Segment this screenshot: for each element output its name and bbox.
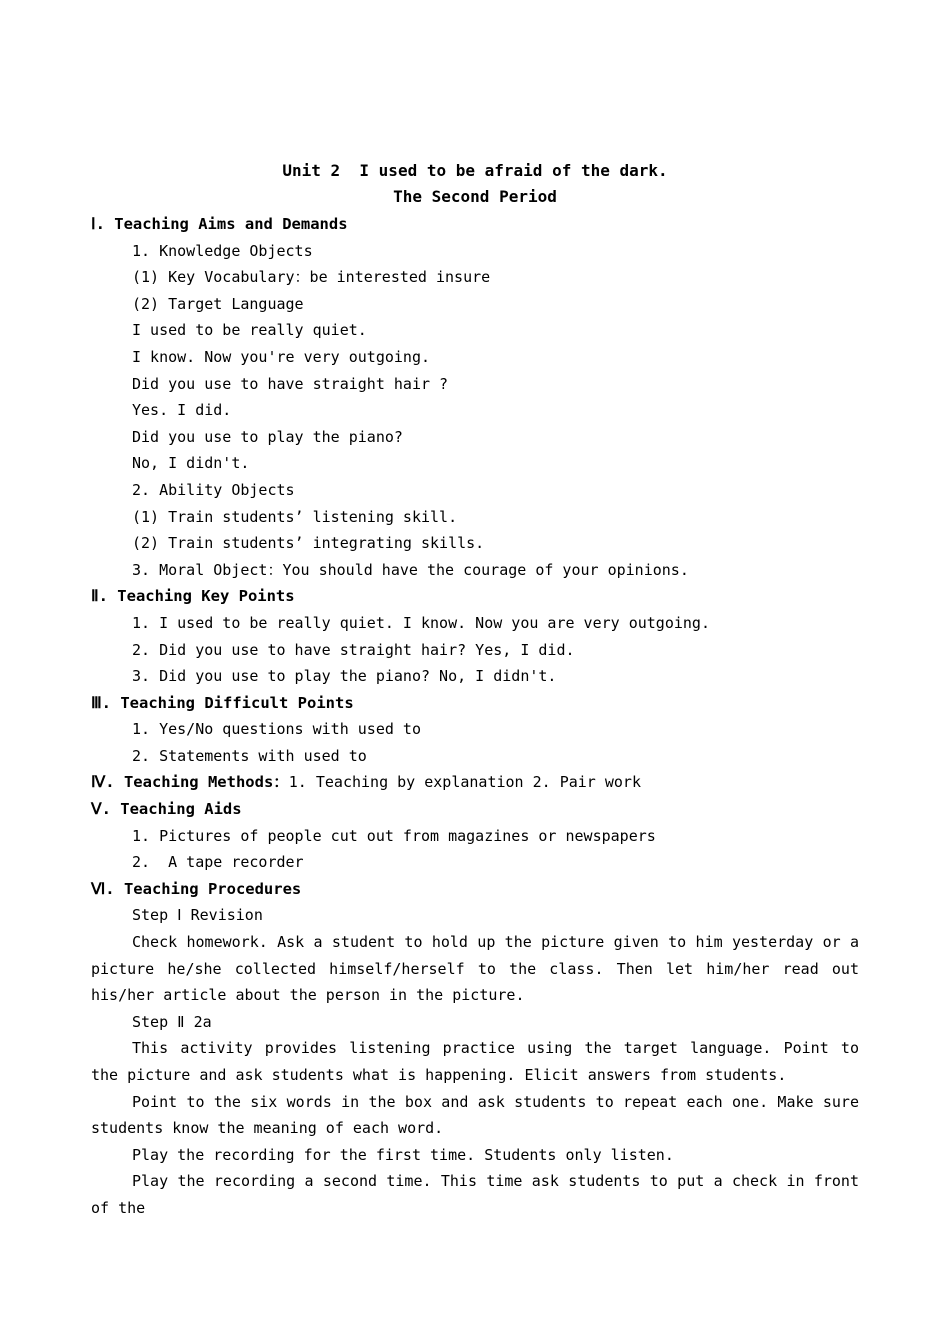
list-item: No, I didn't. bbox=[132, 454, 250, 473]
section-heading-procedures: Ⅵ. Teaching Procedures bbox=[91, 879, 302, 898]
methods-text: 1. Teaching by explanation 2. Pair work bbox=[288, 773, 641, 792]
section-heading-difficult-points: Ⅲ. Teaching Difficult Points bbox=[91, 693, 354, 712]
list-item: 2. Ability Objects bbox=[132, 480, 295, 499]
list-item: I know. Now you're very outgoing. bbox=[132, 347, 431, 366]
paragraph: Point to the six words in the box and ask students to repeat each one. Make sure students know the meaning of each word. bbox=[91, 1092, 859, 1138]
list-item: 1. Knowledge Objects bbox=[132, 241, 313, 260]
document-title: Unit 2 I used to be afraid of the dark. bbox=[282, 161, 668, 180]
list-item: 1. Pictures of people cut out from magazines or newspapers bbox=[132, 826, 656, 845]
paragraph: Check homework. Ask a student to hold up the picture given to him yesterday or a picture he/she collected himself/herself to the class. Then let him/her read out his/her article about the person in the picture. bbox=[91, 933, 859, 1005]
list-item: I used to be really quiet. bbox=[132, 321, 367, 340]
list-item: 2. Statements with used to bbox=[132, 746, 367, 765]
paragraph: Play the recording for the first time. Students only listen. bbox=[132, 1145, 674, 1164]
section-heading-aims: Ⅰ. Teaching Aims and Demands bbox=[91, 215, 348, 233]
list-item: Yes. I did. bbox=[132, 401, 232, 420]
list-item: 2. A tape recorder bbox=[132, 853, 304, 872]
document-body bbox=[91, 211, 859, 1222]
list-item: Did you use to play the piano? bbox=[132, 427, 403, 446]
list-item: (1) Key Vocabulary：be interested insure bbox=[132, 268, 491, 287]
list-item: (2) Target Language bbox=[132, 294, 304, 313]
step-label: Step Ⅱ 2a bbox=[132, 1012, 212, 1031]
list-item: Did you use to have straight hair ? bbox=[132, 374, 449, 393]
paragraph: Play the recording a second time. This time ask students to put a check in front of the bbox=[91, 1172, 859, 1217]
list-item: (2) Train students’ integrating skills. bbox=[132, 534, 485, 553]
document-subtitle: The Second Period bbox=[393, 187, 557, 206]
list-item: 1. Yes/No questions with used to bbox=[132, 720, 421, 739]
section-heading-key-points: Ⅱ. Teaching Key Points bbox=[91, 587, 295, 606]
list-item: 3. Did you use to play the piano? No, I didn't. bbox=[132, 667, 557, 686]
section-methods bbox=[91, 769, 859, 796]
section-heading-aids: Ⅴ. Teaching Aids bbox=[91, 800, 242, 819]
section-heading-methods: Ⅳ. Teaching Methods： bbox=[91, 773, 289, 792]
step-label: Step Ⅰ Revision bbox=[132, 906, 263, 925]
list-item: 2. Did you use to have straight hair? Yes, I did. bbox=[132, 640, 575, 659]
list-item: 3. Moral Object：You should have the courage of your opinions. bbox=[132, 560, 689, 579]
list-item: 1. I used to be really quiet. I know. Now you are very outgoing. bbox=[132, 613, 710, 632]
paragraph: This activity provides listening practice using the target language. Point to the picture and ask students what is happening. Elicit answers from students. bbox=[91, 1039, 859, 1084]
list-item: (1) Train students’ listening skill. bbox=[132, 507, 458, 526]
